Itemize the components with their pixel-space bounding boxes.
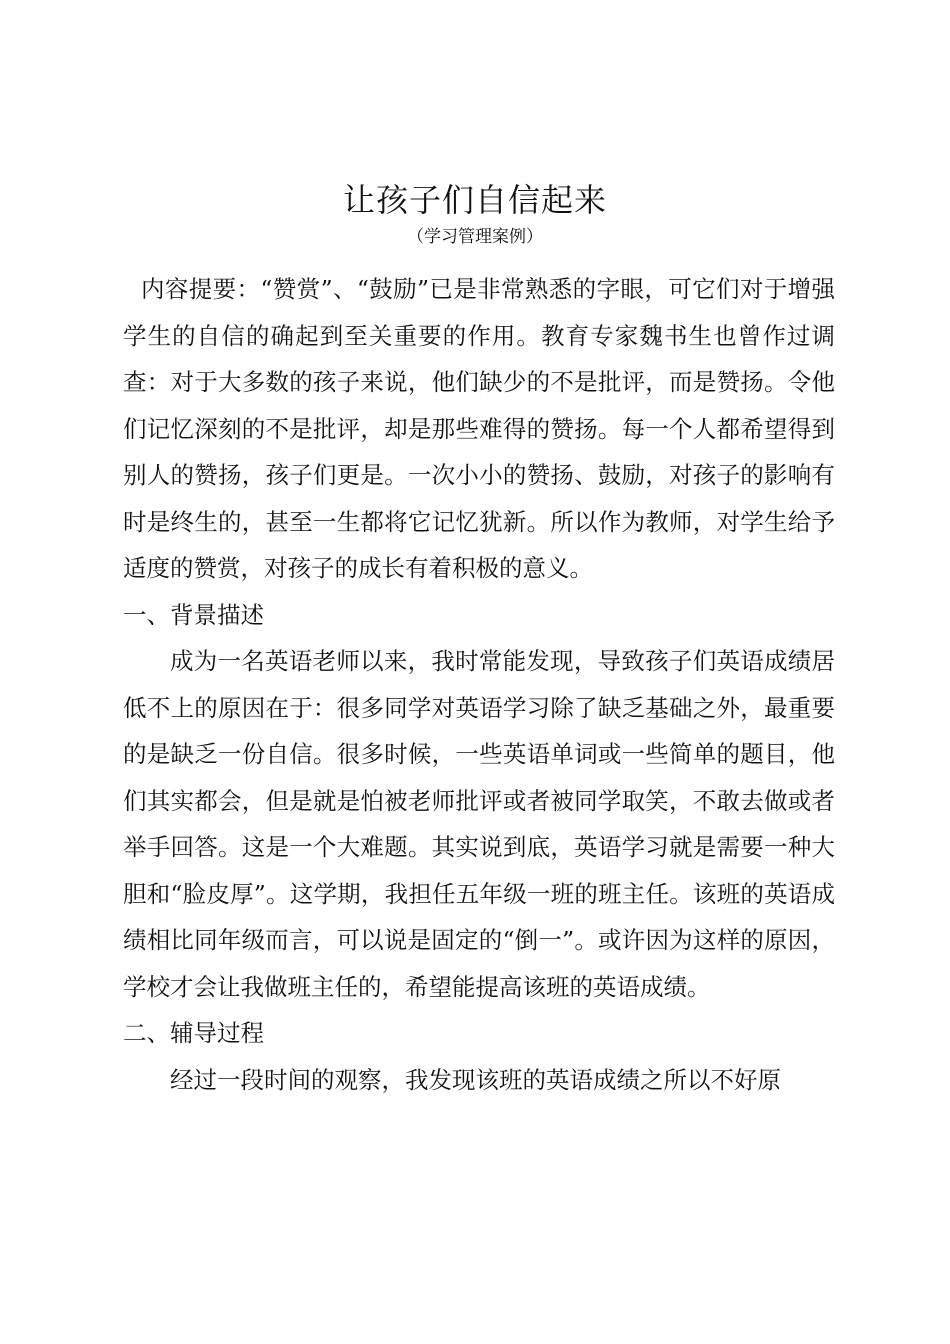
background-paragraph: 成为一名英语老师以来，我时常能发现，导致孩子们英语成绩居低不上的原因在于：很多同学对英语学习除了缺乏基础之外，最重要的是缺乏一份自信。很多时候，一些英语单词或一些简单的题目，他们其实都会，但是就是怕被老师批评或者被同学取笑，不敢去做或者举手回答。这是一个大难题。其实说到底，英语学习就是需要一种大胆和“脸皮厚”。这学期，我担任五年级一班的班主任。该班的英语成绩相比同年级而言，可以说是固定的“倒一”。或许因为这样的原因，学校才会让我做班主任的，希望能提高该班的英语成绩。 xyxy=(123,647,835,1001)
process-paragraph: 经过一段时间的观察，我发现该班的英语成绩之所以不好原 xyxy=(170,1065,781,1094)
document-subtitle: （学习管理案例） xyxy=(407,227,543,247)
document-title: 让孩子们自信起来 xyxy=(342,181,607,219)
document-body xyxy=(123,266,835,1103)
section-heading-process: 二、辅导过程 xyxy=(123,1019,264,1047)
abstract-paragraph: 内容提要：“赞赏”、“鼓励”已是非常熟悉的字眼，可它们对于增强学生的自信的确起到至关重要的作用。教育专家魏书生也曾作过调查：对于大多数的孩子来说，他们缺少的不是批评，而是赞扬。令他们记忆深刻的不是批评，却是那些难得的赞扬。每一个人都希望得到别人的赞扬，孩子们更是。一次小小的赞扬、鼓励，对孩子的影响有时是终生的，甚至一生都将它记忆犹新。所以作为教师，对学生给予适度的赞赏，对孩子的成长有着积极的意义。 xyxy=(123,275,835,582)
section-heading-background: 一、背景描述 xyxy=(123,600,264,629)
